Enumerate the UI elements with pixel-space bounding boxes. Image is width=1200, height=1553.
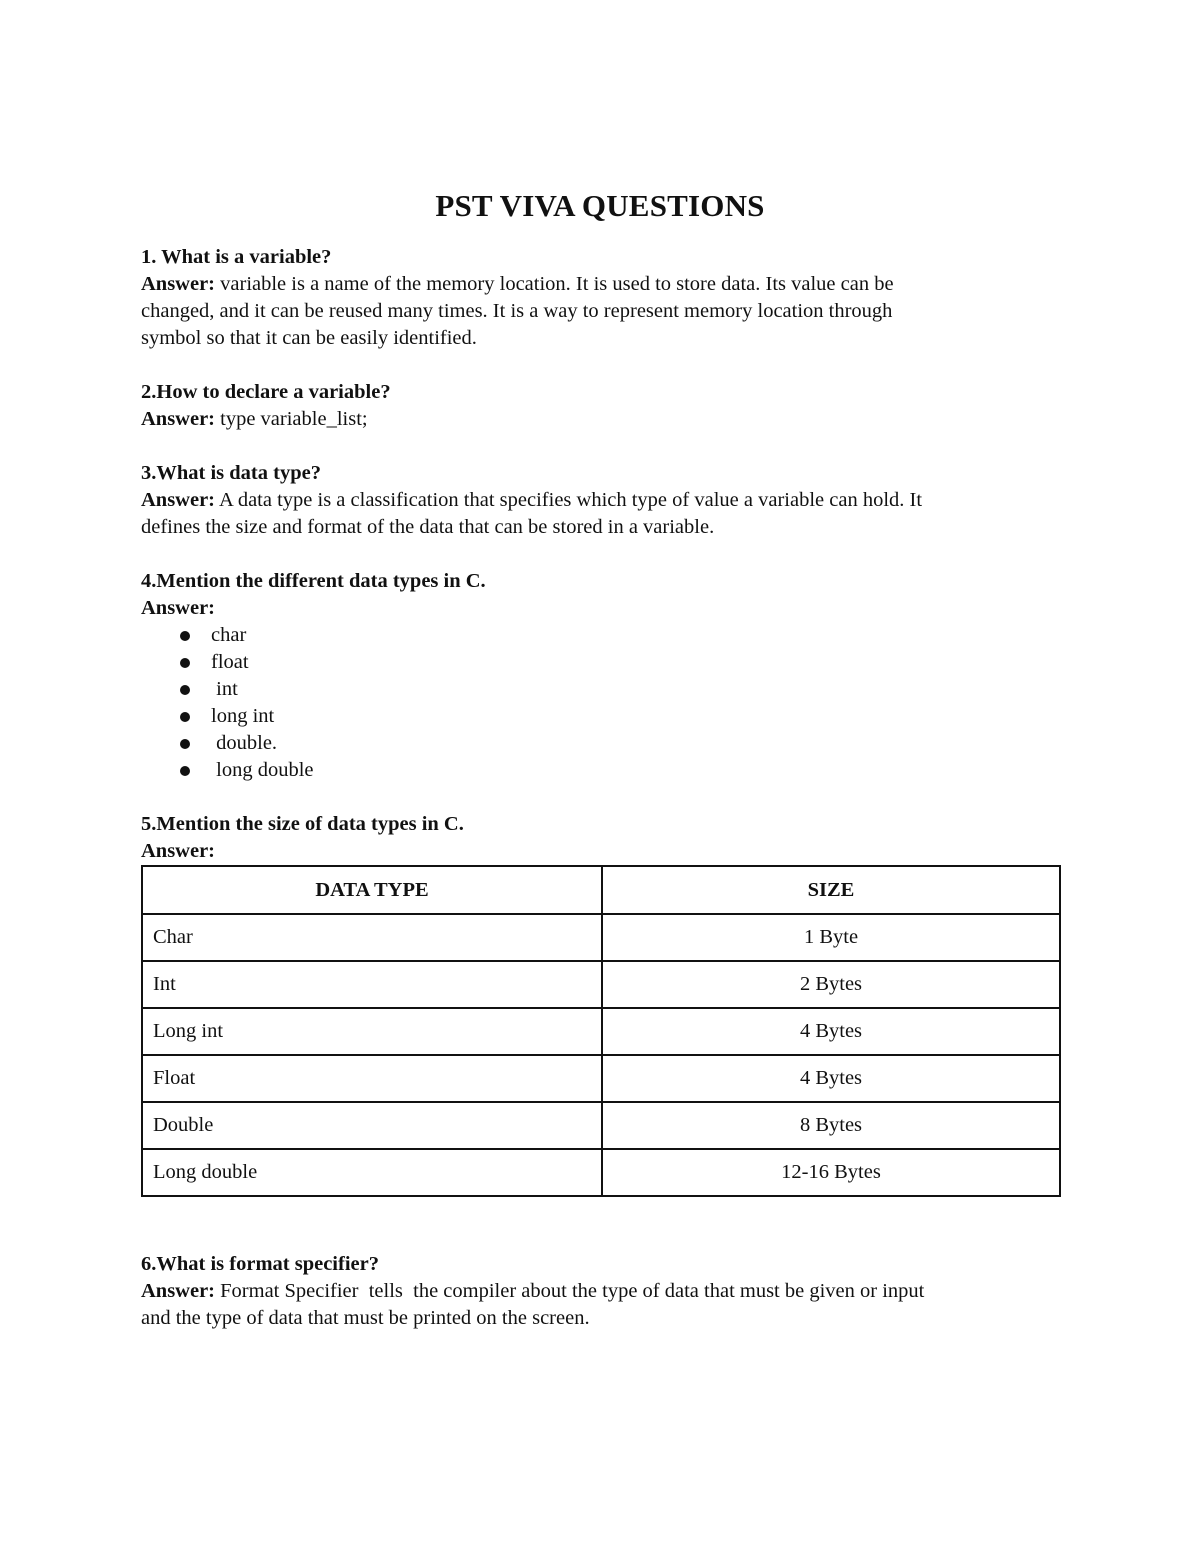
question-1: 1. What is a variable?: [141, 246, 332, 268]
list-item: long double: [141, 757, 1066, 784]
data-type-size-table: [141, 865, 1061, 1197]
question-3: 3.What is data type?: [141, 462, 321, 484]
list-item: long int: [141, 703, 1066, 730]
cell-type: Float: [142, 1055, 602, 1102]
cell-type: Long int: [142, 1008, 602, 1055]
answer-3-line-1: Answer: A data type is a classification that specifies which type of value a variable can hold. It: [141, 489, 923, 511]
cell-size: 4 Bytes: [602, 1008, 1060, 1055]
table-row: [142, 1055, 1060, 1102]
question-5: 5.Mention the size of data types in C.: [141, 813, 464, 835]
answer-label: Answer:: [141, 1280, 216, 1302]
table-row: [142, 1102, 1060, 1149]
answer-1-line-2: changed, and it can be reused many times. It is a way to represent memory location through: [141, 300, 893, 322]
cell-size: 4 Bytes: [602, 1055, 1060, 1102]
table-row: [142, 1008, 1060, 1055]
bullet-icon: [180, 739, 190, 749]
answer-6-line-1: Answer: Format Specifier tells the compiler about the type of data that must be given or input: [141, 1280, 925, 1302]
document-body: [141, 244, 1066, 1332]
cell-type: Double: [142, 1102, 602, 1149]
answer-4-label: Answer:: [141, 597, 216, 619]
data-type-list: [141, 622, 1066, 784]
answer-1-line-1: Answer: variable is a name of the memory location. It is used to store data. Its value can be: [141, 273, 894, 295]
list-item: int: [141, 676, 1066, 703]
bullet-icon: [180, 712, 190, 722]
table-row: [142, 961, 1060, 1008]
list-item: float: [141, 649, 1066, 676]
cell-type: Long double: [142, 1149, 602, 1196]
answer-label: Answer:: [141, 273, 216, 295]
answer-label: Answer:: [141, 408, 216, 430]
cell-size: 2 Bytes: [602, 961, 1060, 1008]
cell-size: 12-16 Bytes: [602, 1149, 1060, 1196]
answer-6-line-2: and the type of data that must be printed on the screen.: [141, 1307, 590, 1329]
list-item: char: [141, 622, 1066, 649]
question-2: 2.How to declare a variable?: [141, 381, 391, 403]
bullet-icon: [180, 631, 190, 641]
bullet-icon: [180, 766, 190, 776]
cell-type: Char: [142, 914, 602, 961]
bullet-icon: [180, 658, 190, 668]
answer-1-line-3: symbol so that it can be easily identified.: [141, 327, 477, 349]
table-row: [142, 1149, 1060, 1196]
answer-label: Answer:: [141, 489, 216, 511]
question-6: 6.What is format specifier?: [141, 1253, 379, 1275]
page-title: PST VIVA QUESTIONS: [435, 188, 765, 223]
question-4: 4.Mention the different data types in C.: [141, 570, 486, 592]
answer-2: Answer: type variable_list;: [141, 408, 368, 430]
cell-type: Int: [142, 961, 602, 1008]
bullet-icon: [180, 685, 190, 695]
cell-size: 1 Byte: [602, 914, 1060, 961]
table-row: [142, 914, 1060, 961]
answer-3-line-2: defines the size and format of the data that can be stored in a variable.: [141, 516, 715, 538]
answer-5-label: Answer:: [141, 840, 216, 862]
list-item: double.: [141, 730, 1066, 757]
column-header-size: SIZE: [602, 866, 1060, 914]
column-header-data-type: DATA TYPE: [142, 866, 602, 914]
table-header-row: [142, 866, 1060, 914]
cell-size: 8 Bytes: [602, 1102, 1060, 1149]
